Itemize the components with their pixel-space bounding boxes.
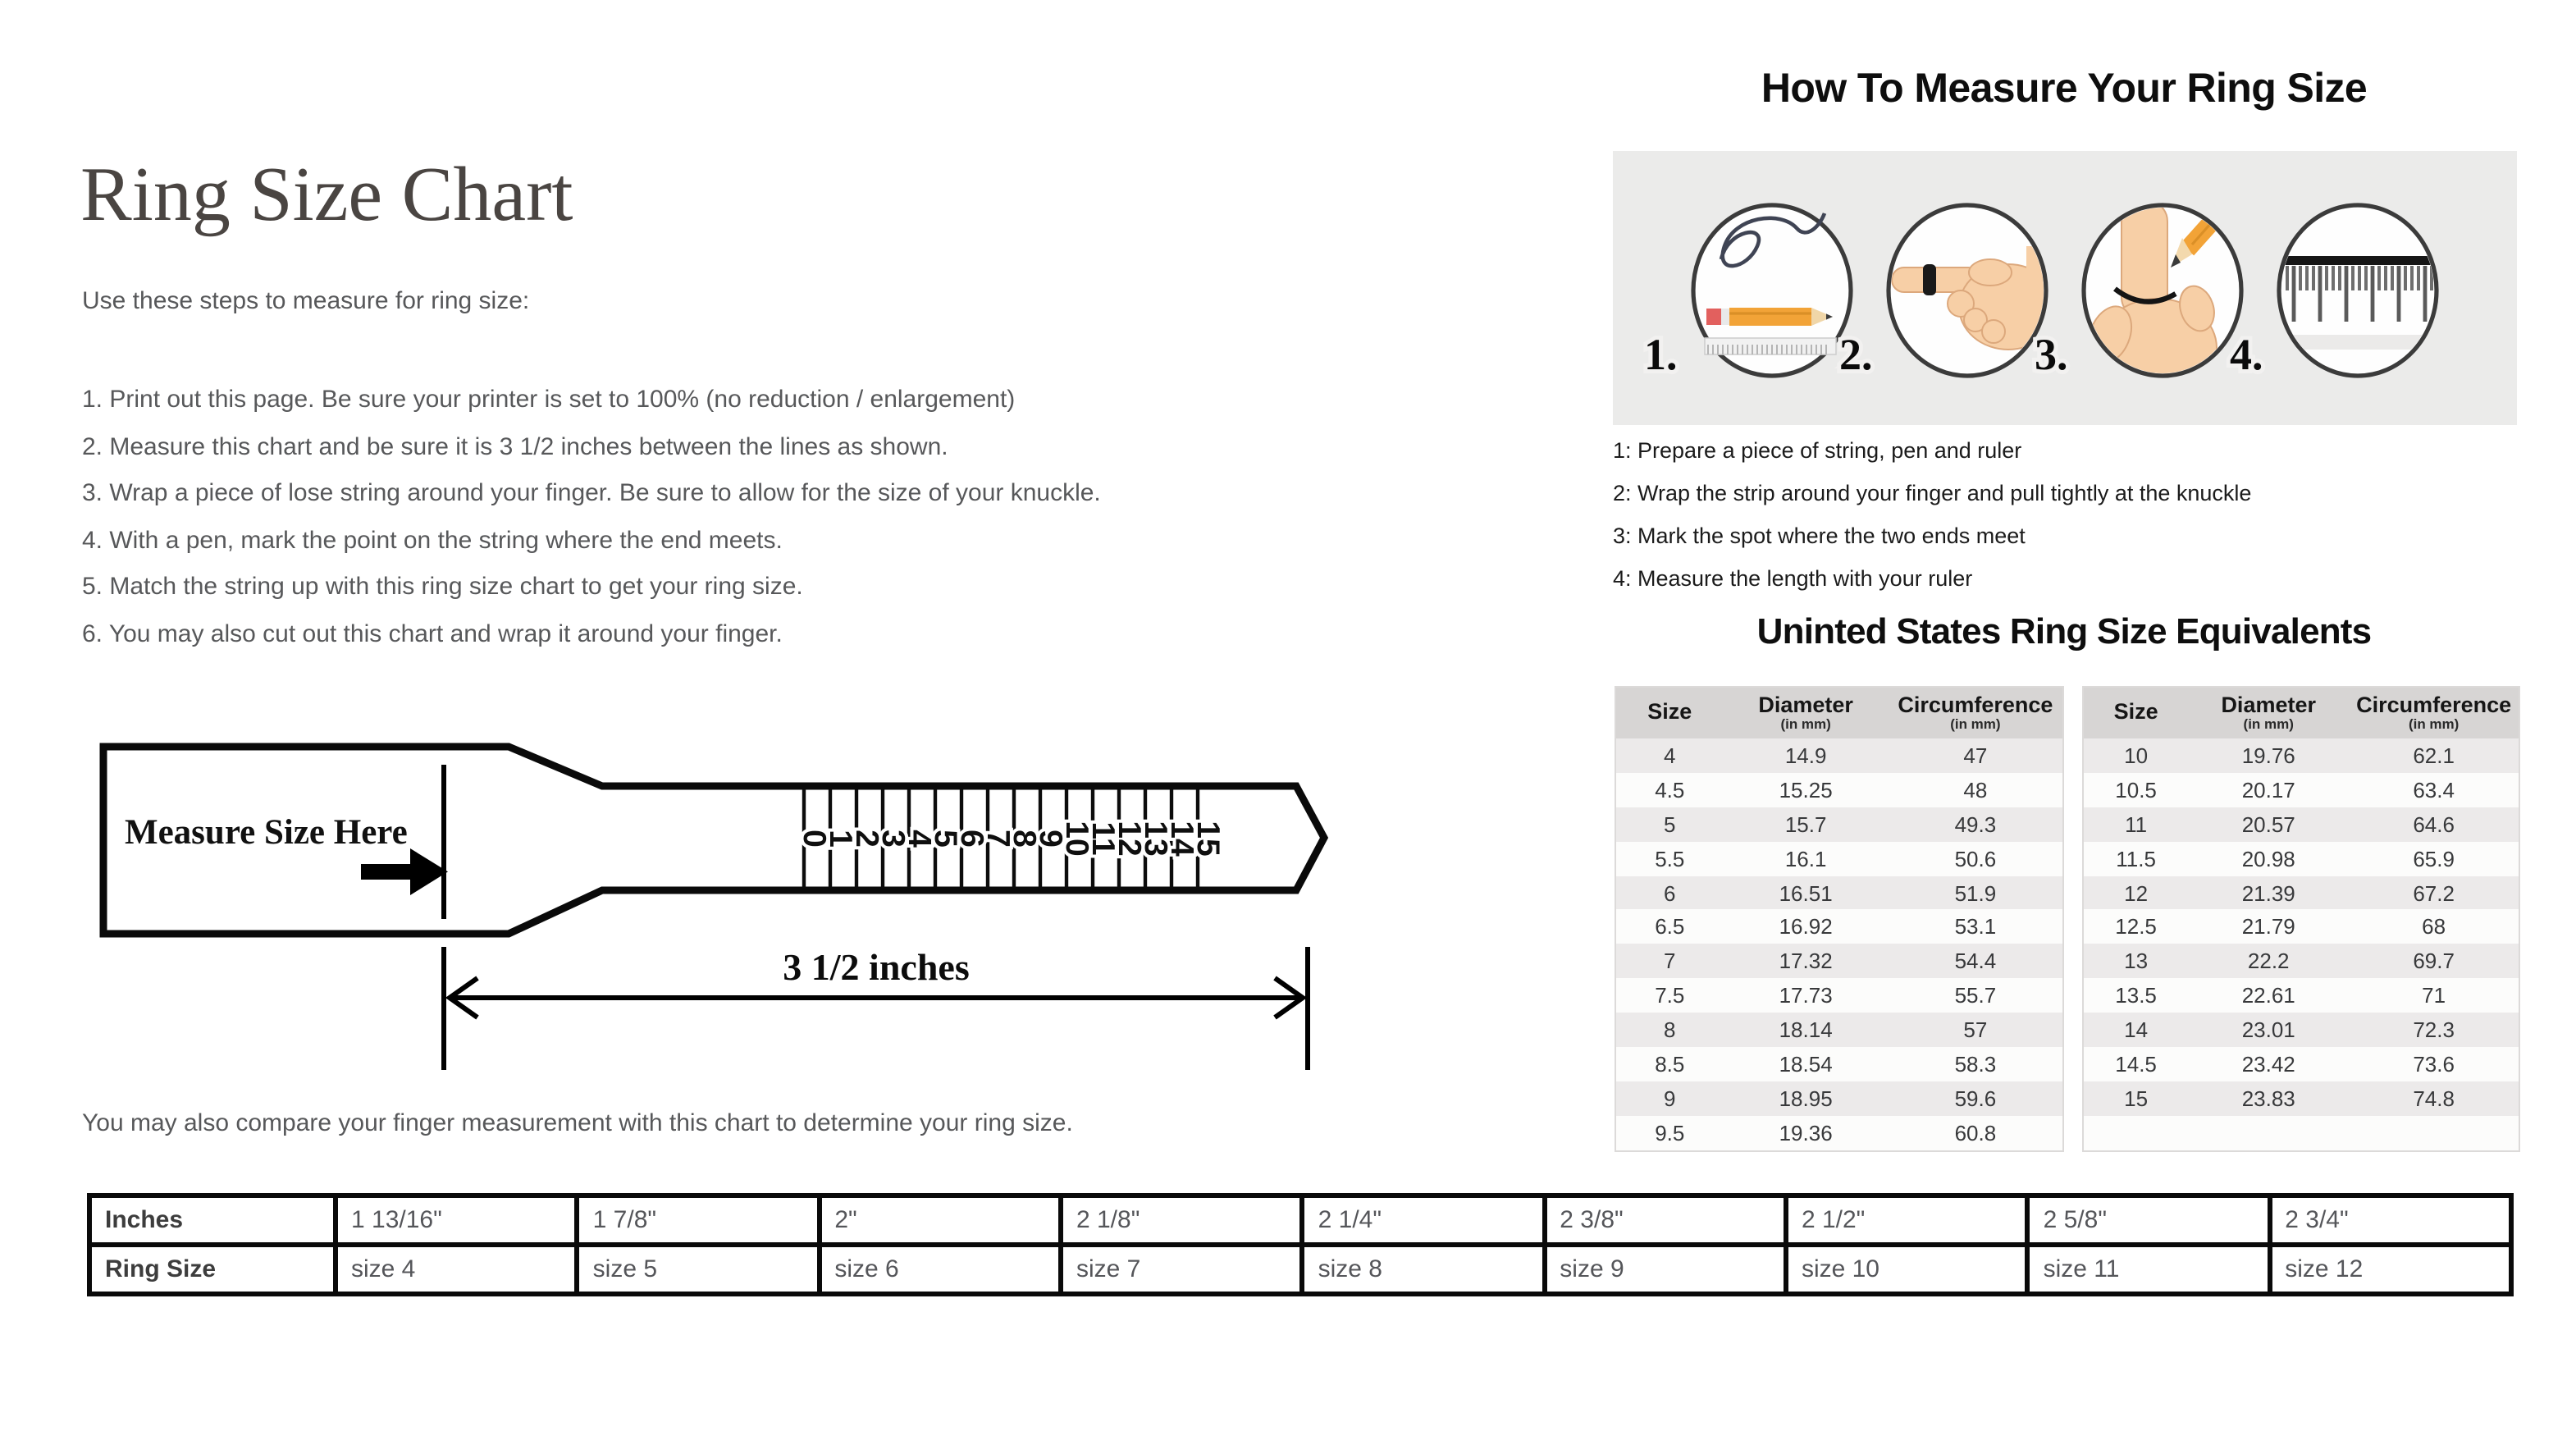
inches-row-header: Inches (89, 1196, 336, 1245)
svg-text:3: 3 (875, 830, 911, 848)
instruction-step: 2. Measure this chart and be sure it is 3 1/2 inches between the lines as shown. (82, 432, 948, 461)
table-row: 12 21.39 67.2 (2084, 876, 2519, 910)
svg-text:6: 6 (954, 830, 989, 848)
table-row: 11 20.57 64.6 (2084, 807, 2519, 842)
ruler-measure-icon (2279, 205, 2437, 376)
intro-text: Use these steps to measure for ring size: (82, 287, 530, 315)
svg-text:7: 7 (980, 830, 1016, 848)
table-row: 4 14.9 47 (1616, 738, 2062, 773)
table-row: 8.5 18.54 58.3 (1616, 1047, 2062, 1081)
table-row: 13.5 22.61 71 (2084, 978, 2519, 1013)
table-row: 7 17.32 54.4 (1616, 944, 2062, 979)
table-row: 6.5 16.92 53.1 (1616, 910, 2062, 944)
equivalents-title: Uninted States Ring Size Equivalents (1756, 610, 2372, 651)
svg-text:14: 14 (1164, 821, 1199, 857)
step-number: 1. (1644, 330, 1678, 379)
table-row: 5 15.7 49.3 (1616, 807, 2062, 842)
table-row: 5.5 16.1 50.6 (1616, 841, 2062, 876)
table-row: 4.5 15.25 48 (1616, 773, 2062, 807)
mark-string-pencil-icon (2080, 187, 2243, 397)
svg-text:4: 4 (902, 830, 937, 848)
instruction-step: 5. Match the string up with this ring size chart to get your ring size. (82, 573, 803, 601)
table-row: 8 18.14 57 (1616, 1013, 2062, 1047)
svg-text:9: 9 (1033, 830, 1068, 848)
three-half-inches-label: 3 1/2 inches (783, 946, 970, 988)
col-circumference: Circumference (in mm) (2349, 688, 2519, 738)
svg-text:10: 10 (1059, 821, 1094, 857)
howto-illustrations (1613, 151, 2517, 425)
table-row-empty (2084, 1116, 2519, 1150)
table-row: Ring Size size 4 size 5 size 6 size 7 size 8 size 9 size 10 size 11 size 12 (89, 1245, 2511, 1294)
table-row: 6 16.51 51.9 (1616, 876, 2062, 910)
howto-step: 2: Wrap the strip around your finger and pull tightly at the knuckle (1613, 481, 2252, 505)
col-diameter: Diameter (in mm) (2188, 688, 2349, 738)
howto-step-list (1613, 430, 2251, 601)
instruction-step: 6. You may also cut out this chart and wrap it around your finger. (82, 619, 783, 648)
string-pen-ruler-icon (1693, 205, 1851, 376)
svg-text:8: 8 (1007, 830, 1042, 848)
svg-text:11: 11 (1085, 821, 1121, 856)
table-row: 12.5 21.79 68 (2084, 910, 2519, 944)
table-row: 14.5 23.42 73.6 (2084, 1047, 2519, 1081)
table-row: 9.5 19.36 60.8 (1616, 1116, 2062, 1150)
table-row: 9 18.95 59.6 (1616, 1081, 2062, 1116)
table-header-row (1616, 688, 2062, 738)
svg-text:13: 13 (1138, 821, 1173, 857)
table-header-row (2084, 688, 2519, 738)
measure-size-here-label: Measure Size Here (125, 813, 408, 852)
us-size-table-right (2084, 688, 2519, 1150)
svg-text:1: 1 (823, 830, 858, 848)
string-around-finger-icon (1889, 205, 2058, 376)
svg-text:5: 5 (928, 830, 963, 848)
table-row: 10.5 20.17 63.4 (2084, 773, 2519, 807)
col-size: Size (2084, 688, 2188, 738)
compare-note: You may also compare your finger measurement with this chart to determine your ring size. (82, 1109, 1073, 1137)
svg-text:0: 0 (797, 830, 832, 848)
instruction-step: 4. With a pen, mark the point on the string where the end meets. (82, 526, 783, 555)
step-number: 3. (2035, 330, 2068, 379)
col-circumference: Circumference (in mm) (1889, 688, 2062, 738)
table-row: 15 23.83 74.8 (2084, 1081, 2519, 1116)
table-row: 13 22.2 69.7 (2084, 944, 2519, 979)
table-row: 11.5 20.98 65.9 (2084, 841, 2519, 876)
us-size-table-left (1616, 688, 2062, 1150)
table-row: Inches 1 13/16" 1 7/8" 2" 2 1/8" 2 1/4" 2 3/8" 2 1/2" 2 5/8" 2 3/4" (89, 1196, 2511, 1245)
svg-text:2: 2 (849, 830, 884, 848)
col-diameter: Diameter (in mm) (1724, 688, 1889, 738)
instruction-step: 1. Print out this page. Be sure your printer is set to 100% (no reduction / enlargement) (82, 386, 1016, 414)
step-number: 2. (1839, 330, 1873, 379)
col-size: Size (1616, 688, 1724, 738)
page-title: Ring Size Chart (80, 153, 573, 238)
howto-step: 4: Measure the length with your ruler (1613, 566, 1973, 591)
table-row: 7.5 17.73 55.7 (1616, 978, 2062, 1013)
step-number: 4. (2230, 330, 2263, 379)
svg-text:12: 12 (1112, 821, 1147, 857)
howto-step: 1: Prepare a piece of string, pen and ruler (1613, 438, 2022, 463)
table-row: 10 19.76 62.1 (2084, 738, 2519, 773)
svg-text:15: 15 (1190, 821, 1226, 857)
ring-size-row-header: Ring Size (89, 1245, 336, 1294)
ring-sizer-diagram (98, 738, 1345, 1091)
howto-title: How To Measure Your Ring Size (1761, 66, 2368, 112)
inches-to-size-table (87, 1193, 2514, 1296)
howto-illustration-panel (1613, 151, 2517, 425)
instruction-list (82, 377, 1101, 659)
table-row: 14 23.01 72.3 (2084, 1013, 2519, 1047)
instruction-step: 3. Wrap a piece of lose string around your finger. Be sure to allow for the size of your knuckle. (82, 479, 1101, 508)
howto-step: 3: Mark the spot where the two ends meet (1613, 523, 2026, 548)
